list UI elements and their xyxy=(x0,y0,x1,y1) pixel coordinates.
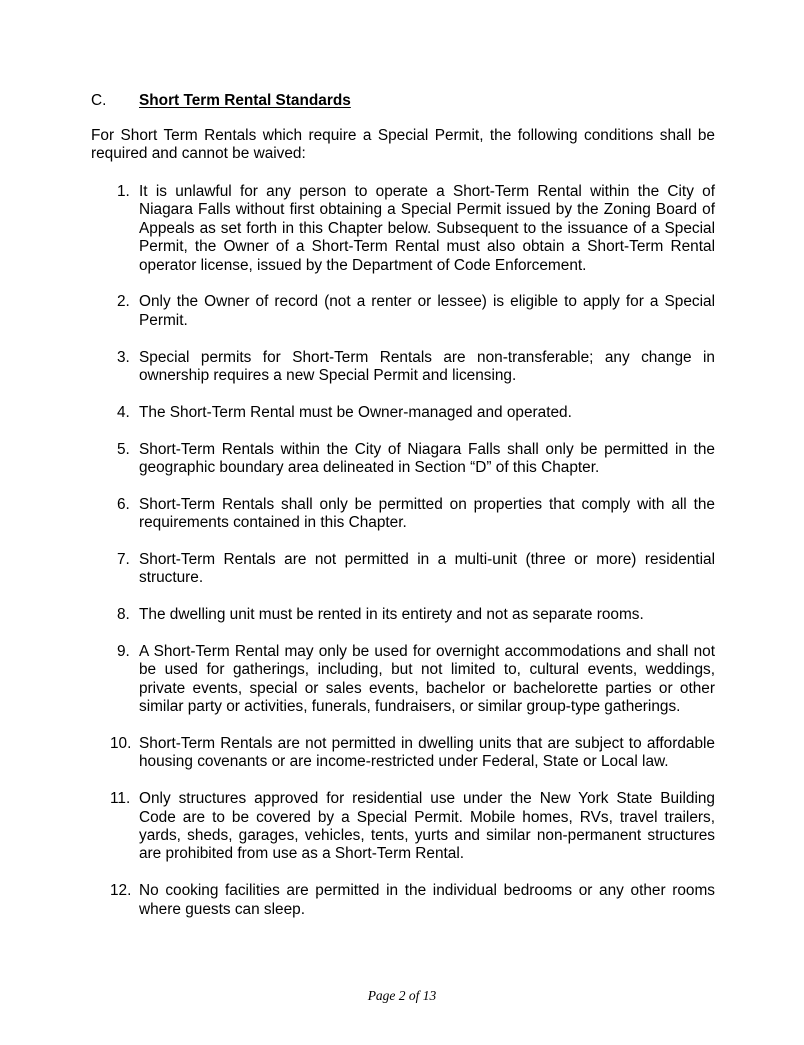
item-text: Only the Owner of record (not a renter or lessee) is eligible to apply for a Special Permit. xyxy=(139,293,715,329)
item-number: 6. xyxy=(117,495,130,513)
list-item xyxy=(91,441,715,478)
intro-paragraph: For Short Term Rentals which require a Special Permit, the following conditions shall be required and cannot be waived: xyxy=(91,127,715,163)
item-text: Special permits for Short-Term Rentals are non-transferable; any change in ownership requires a new Special Permit and licensing. xyxy=(139,348,715,385)
item-number: 11. xyxy=(110,790,131,808)
list-item xyxy=(91,790,715,864)
item-number: 10. xyxy=(110,735,132,753)
item-number: 1. xyxy=(117,183,130,200)
item-number: 9. xyxy=(117,643,130,661)
item-number: 4. xyxy=(117,403,130,421)
list-item xyxy=(91,496,715,533)
item-number: 7. xyxy=(117,551,130,569)
section-letter: C. xyxy=(91,92,107,109)
item-text: No cooking facilities are permitted in the individual bedrooms or any other rooms where guests can sleep. xyxy=(139,882,715,918)
item-text: It is unlawful for any person to operate a Short-Term Rental within the City of Niagara Falls without first obtaining a Special Permit issued by the Zoning Board of Appeals as set forth in this Chapter below. Subsequent to the issuance of a Special Permit, the Owner of a Short-Term Rental must also obtain a Short-Term Rental operator license, issued by the Department of Code Enforcement. xyxy=(139,183,715,274)
page-footer xyxy=(0,988,804,1004)
list-item xyxy=(91,183,715,275)
item-number: 5. xyxy=(117,440,130,458)
list-item xyxy=(91,293,715,330)
list-item xyxy=(91,882,715,919)
section-title: Short Term Rental Standards xyxy=(139,92,351,109)
section-heading xyxy=(91,92,351,110)
item-number: 3. xyxy=(117,348,130,366)
conditions-list xyxy=(91,183,715,937)
list-item xyxy=(91,349,715,386)
list-item xyxy=(91,735,715,772)
page-number: Page 2 of 13 xyxy=(367,988,437,1003)
item-text: Short-Term Rentals shall only be permitted on properties that comply with all the requirements contained in this Chapter. xyxy=(139,495,715,532)
item-text: Only structures approved for residential use under the New York State Building Code are to be covered by a Special Permit. Mobile homes, RVs, travel trailers, yards, sheds, garages, vehicles, tents, yurts and similar non-permanent structures are prohibited from use as a Short-Term Rental. xyxy=(139,790,715,863)
item-text: Short-Term Rentals are not permitted in dwelling units that are subject to affordable housing covenants or are income-restricted under Federal, State or Local law. xyxy=(139,735,715,771)
list-item xyxy=(91,404,715,422)
item-text: The Short-Term Rental must be Owner-managed and operated. xyxy=(139,403,572,421)
list-item xyxy=(91,551,715,588)
list-item xyxy=(91,643,715,717)
item-text: The dwelling unit must be rented in its entirety and not as separate rooms. xyxy=(139,606,644,624)
item-text: A Short-Term Rental may only be used for overnight accommodations and shall not be used for gatherings, including, but not limited to, cultural events, weddings, private events, special or sales events, bachelor or bachelorette parties or other similar party or activities, funerals, fundraisers, or similar group-type gatherings. xyxy=(139,643,715,716)
list-item xyxy=(91,606,715,624)
item-text: Short-Term Rentals within the City of Niagara Falls shall only be permitted in the geographic boundary area delineated in Section “D” of this Chapter. xyxy=(139,440,715,477)
item-number: 12. xyxy=(110,882,132,900)
item-number: 2. xyxy=(117,293,130,311)
item-number: 8. xyxy=(117,606,130,624)
item-text: Short-Term Rentals are not permitted in a multi-unit (three or more) residential structure. xyxy=(139,551,715,587)
